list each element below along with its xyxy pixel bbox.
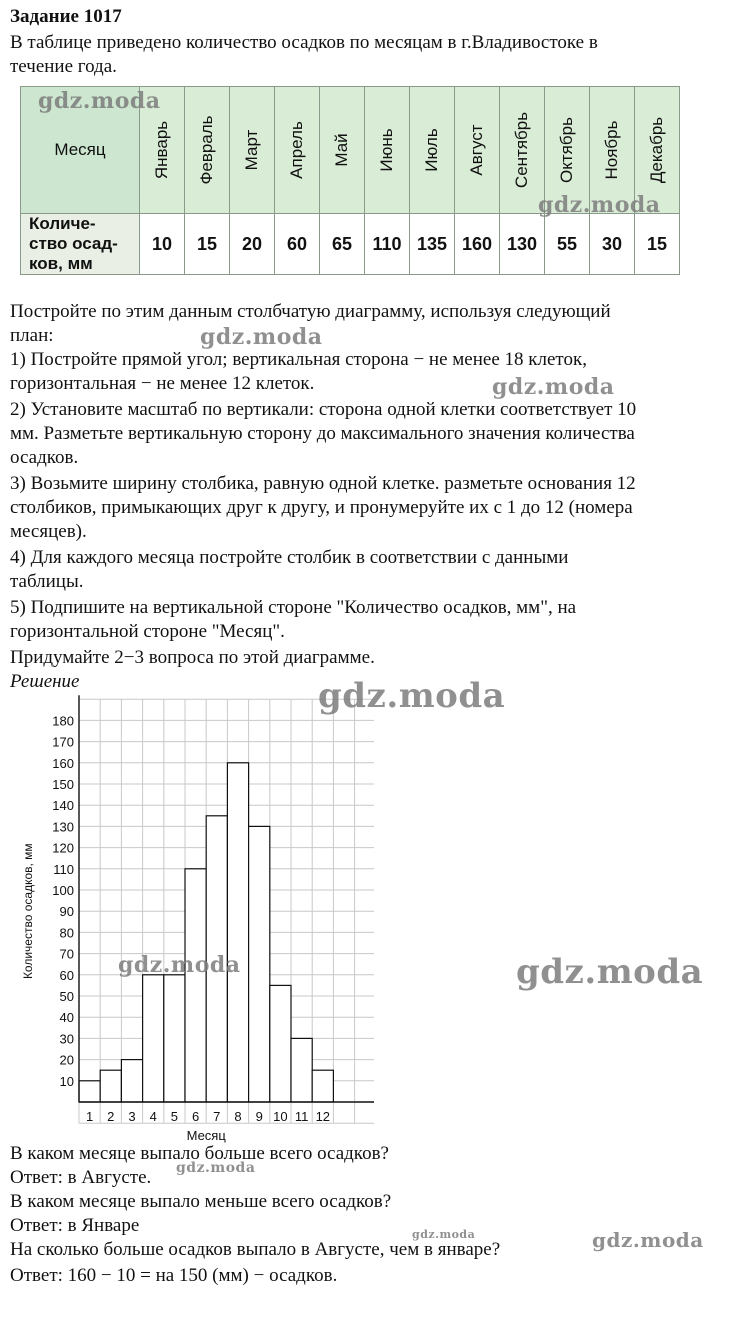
month-cell: Апрель (275, 87, 320, 214)
bar (100, 1070, 121, 1102)
x-tick-label: 3 (128, 1109, 136, 1124)
qa-line: В каком месяце выпало меньше всего осадков? (10, 1191, 392, 1212)
month-cell: Октябрь (545, 87, 590, 214)
qa-line: В каком месяце выпало больше всего осадков? (10, 1143, 389, 1164)
instruction-line: осадков. (10, 447, 79, 468)
x-tick-label: 7 (213, 1109, 221, 1124)
instruction-line: Придумайте 2−3 вопроса по этой диаграмме. (10, 647, 375, 668)
month-cell: Июнь (365, 87, 410, 214)
watermark: gdz.moda (118, 952, 241, 978)
month-cell: Декабрь (635, 87, 680, 214)
instruction-line: мм. Разметьте вертикальную сторону до максимального значения количества (10, 423, 635, 444)
instruction-line: таблицы. (10, 571, 84, 592)
y-tick-label: 160 (52, 755, 74, 771)
x-tick-label: 11 (294, 1109, 309, 1124)
instruction-line: столбиков, примыкающих друг к другу, и пронумеруйте их с 1 до 12 (номера (10, 497, 633, 518)
instruction-line: 3) Возьмите ширину столбика, равную одной клетке. разметьте основания 12 (10, 473, 636, 494)
watermark: gdz.moda (412, 1228, 476, 1241)
table-row-values (21, 214, 680, 275)
bar (227, 763, 248, 1102)
bar (143, 975, 164, 1102)
x-tick-label: 5 (170, 1109, 179, 1124)
watermark: gdz.moda (38, 88, 161, 114)
instruction-line: 2) Установите масштаб по вертикали: сторона одной клетки соответствует 10 (10, 399, 637, 420)
y-tick-label: 80 (59, 925, 74, 941)
y-tick-label: 150 (52, 777, 74, 792)
value-cell: 65 (320, 214, 365, 275)
y-axis-label: Количество осадков, мм (21, 843, 35, 980)
bar (185, 869, 206, 1102)
month-cell: Август (455, 87, 500, 214)
instruction-line: месяцев). (10, 521, 87, 542)
x-tick-label: 9 (255, 1109, 263, 1124)
value-cell: 20 (230, 214, 275, 275)
value-cell: 15 (185, 214, 230, 275)
instruction-line: горизонтальная − не менее 12 клеток. (10, 373, 315, 394)
x-tick-label: 4 (149, 1109, 157, 1124)
y-tick-label: 130 (52, 819, 74, 835)
instruction-line: Постройте по этим данным столбчатую диаграмму, используя следующий (10, 301, 611, 322)
watermark: gdz.moda (516, 952, 704, 992)
table-header-amount: Количе- ство осад- ков, мм (21, 214, 140, 275)
watermark: gdz.moda (200, 324, 323, 350)
x-tick-label: 12 (315, 1109, 331, 1124)
value-cell: 135 (410, 214, 455, 275)
month-cell: Март (230, 87, 275, 214)
month-cell: Май (320, 87, 365, 214)
y-tick-label: 10 (59, 1073, 74, 1089)
bar (312, 1070, 333, 1102)
qa-line: Ответ: в Январе (10, 1215, 140, 1236)
x-tick-label: 1 (85, 1109, 94, 1124)
bar (249, 826, 270, 1102)
bar (291, 1038, 312, 1102)
month-cell: Ноябрь (590, 87, 635, 214)
watermark: gdz.moda (318, 676, 506, 716)
value-cell: 130 (500, 214, 545, 275)
x-tick-label: 2 (107, 1109, 115, 1124)
table-header-month: Месяц (21, 87, 140, 214)
bar (121, 1060, 142, 1102)
watermark: gdz.moda (592, 1228, 704, 1252)
month-cell: Сентябрь (500, 87, 545, 214)
qa-line: Ответ: в Августе. (10, 1167, 152, 1188)
y-tick-label: 100 (52, 883, 74, 898)
y-tick-label: 140 (52, 798, 74, 814)
instruction-line: 4) Для каждого месяца постройте столбик в соответствии с данными (10, 547, 569, 568)
value-cell: 15 (635, 214, 680, 275)
bar (164, 975, 185, 1102)
value-cell: 110 (365, 214, 410, 275)
bar (270, 985, 291, 1102)
y-tick-label: 20 (59, 1052, 74, 1068)
y-tick-label: 110 (53, 861, 74, 877)
bar (79, 1081, 100, 1102)
x-axis-label: Месяц (186, 1128, 226, 1143)
watermark: gdz.moda (538, 192, 661, 218)
instruction-line: 1) Постройте прямой угол; вертикальная сторона − не менее 18 клеток, (10, 349, 587, 370)
month-cell: Январь (140, 87, 185, 214)
rainfall-table (20, 86, 680, 275)
month-cell: Июль (410, 87, 455, 214)
intro-line-1: В таблице приведено количество осадков по месяцам в г.Владивостоке в (10, 32, 598, 53)
qa-line: Ответ: 160 − 10 = на 150 (мм) − осадков. (10, 1265, 338, 1286)
y-tick-label: 120 (52, 840, 74, 856)
instruction-line: план: (10, 325, 54, 346)
y-tick-label: 30 (59, 1031, 74, 1047)
y-tick-label: 50 (59, 989, 74, 1004)
rainfall-bar-chart (14, 690, 374, 1145)
watermark: gdz.moda (492, 374, 615, 400)
instruction-line: горизонтальной стороне "Месяц". (10, 621, 285, 642)
y-tick-label: 40 (59, 1010, 74, 1026)
instruction-line: 5) Подпишите на вертикальной стороне "Количество осадков, мм", на (10, 597, 577, 618)
y-tick-label: 90 (59, 904, 74, 920)
y-tick-label: 180 (52, 713, 74, 729)
value-cell: 60 (275, 214, 320, 275)
task-title: Задание 1017 (10, 6, 122, 27)
y-tick-label: 60 (59, 967, 74, 983)
y-tick-label: 170 (52, 734, 74, 750)
x-tick-label: 8 (234, 1109, 242, 1124)
value-cell: 55 (545, 214, 590, 275)
value-cell: 160 (455, 214, 500, 275)
month-cell: Февраль (185, 87, 230, 214)
value-cell: 30 (590, 214, 635, 275)
solution-label: Решение (10, 671, 80, 692)
x-tick-label: 10 (273, 1109, 288, 1124)
x-tick-label: 6 (191, 1109, 200, 1124)
qa-line: На сколько больше осадков выпало в Августе, чем в январе? (10, 1239, 501, 1260)
y-tick-label: 70 (59, 946, 74, 962)
watermark: gdz.moda (176, 1160, 256, 1176)
intro-line-2: течение года. (10, 56, 117, 77)
value-cell: 10 (140, 214, 185, 275)
